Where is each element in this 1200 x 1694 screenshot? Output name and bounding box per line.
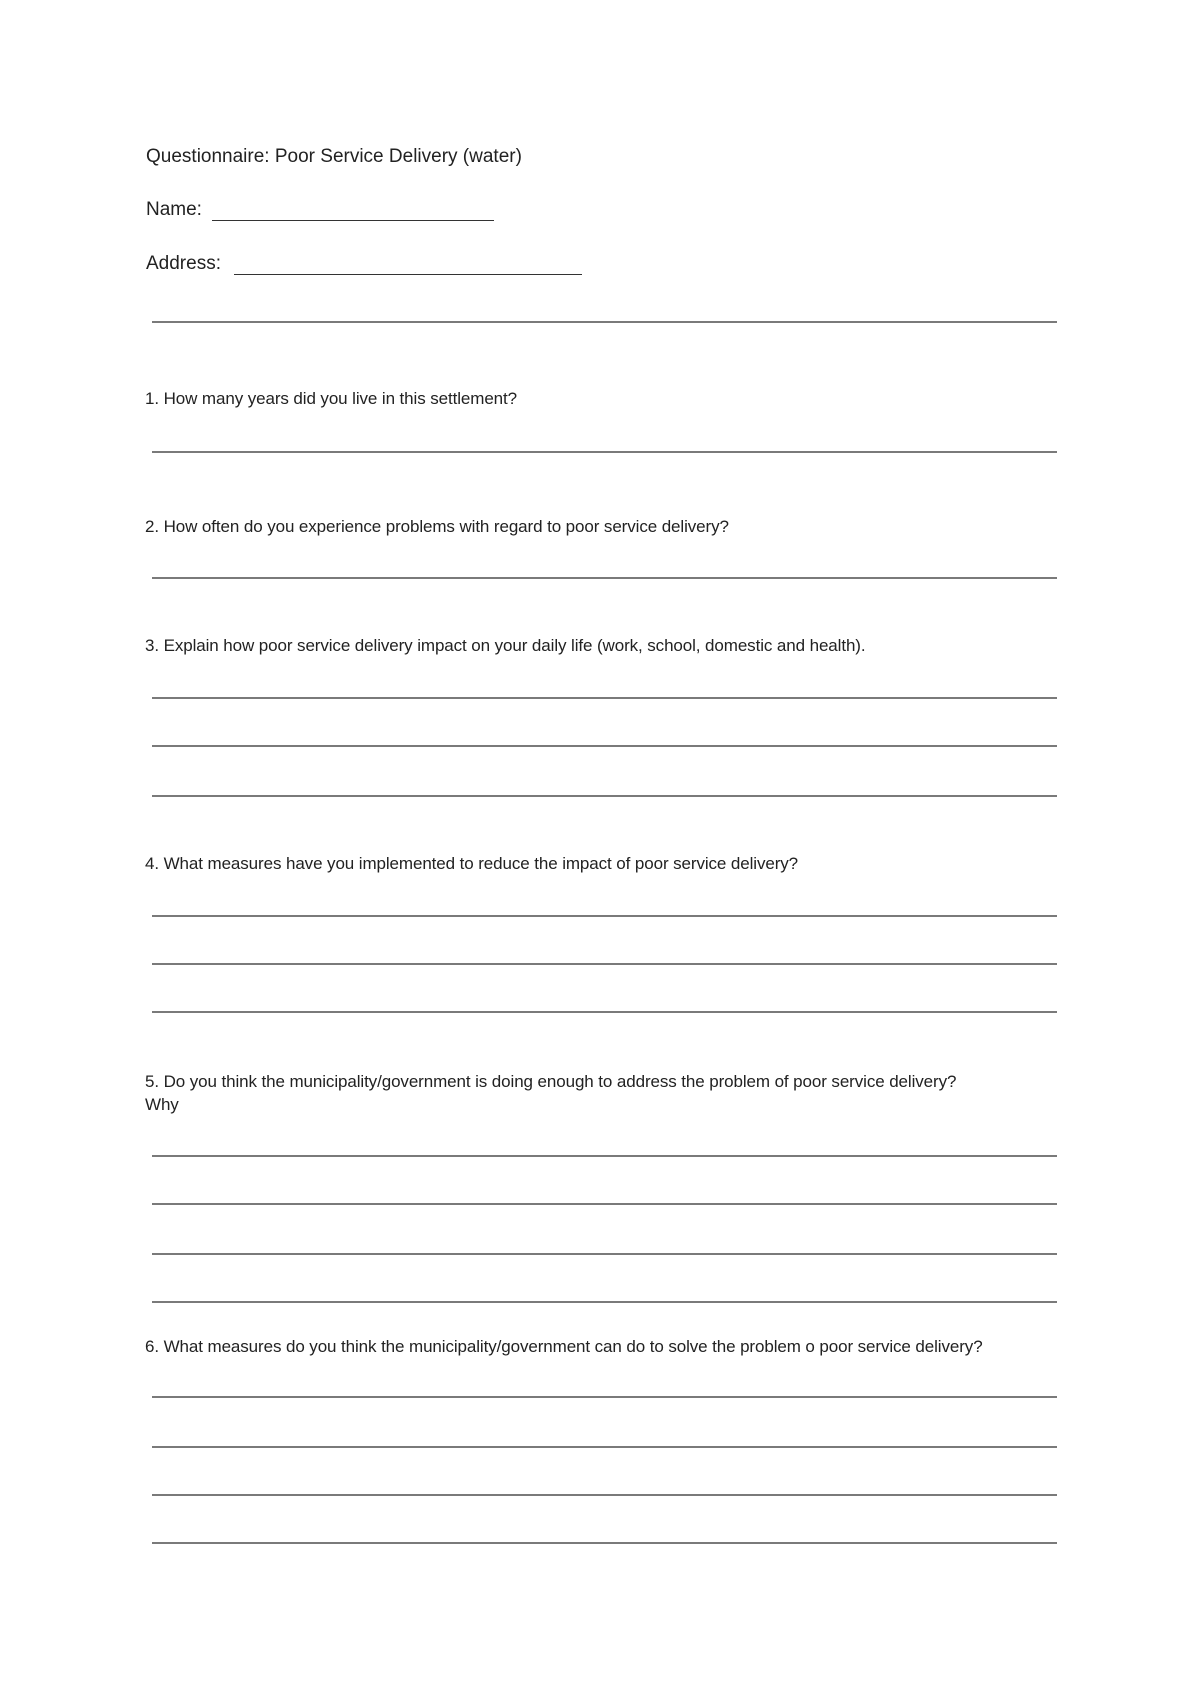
- answer-line-q1[interactable]: [152, 451, 1057, 453]
- answer-line-q4[interactable]: [152, 963, 1057, 965]
- question-4: 4. What measures have you implemented to reduce the impact of poor service delivery?: [145, 854, 799, 873]
- answer-line-q6[interactable]: [152, 1494, 1057, 1496]
- question-2: 2. How often do you experience problems with regard to poor service delivery?: [145, 517, 729, 536]
- answer-line-q5[interactable]: [152, 1301, 1057, 1303]
- question-5: 5. Do you think the municipality/government is doing enough to address the problem of poor service delivery?: [145, 1072, 957, 1091]
- answer-line-q4[interactable]: [152, 1011, 1057, 1013]
- answer-line-q3[interactable]: [152, 697, 1057, 699]
- question-1: 1. How many years did you live in this settlement?: [145, 389, 518, 408]
- answer-line-q5[interactable]: [152, 1203, 1057, 1205]
- answer-line-q2[interactable]: [152, 577, 1057, 579]
- question-3: 3. Explain how poor service delivery impact on your daily life (work, school, domestic and health).: [145, 636, 866, 655]
- address-field[interactable]: [234, 274, 582, 275]
- answer-line-q6[interactable]: [152, 1396, 1057, 1398]
- answer-line-q3[interactable]: [152, 745, 1057, 747]
- answer-line-q4[interactable]: [152, 915, 1057, 917]
- answer-line-q5[interactable]: [152, 1253, 1057, 1255]
- answer-line-q6[interactable]: [152, 1446, 1057, 1448]
- question-5-continued: Why: [145, 1095, 179, 1114]
- name-field[interactable]: [212, 220, 494, 221]
- question-6: 6. What measures do you think the municipality/government can do to solve the problem o poor service delivery?: [145, 1337, 983, 1356]
- address-label: Address:: [146, 253, 221, 274]
- name-label: Name:: [146, 199, 202, 220]
- form-title: Questionnaire: Poor Service Delivery (water): [146, 146, 522, 167]
- answer-line-q3[interactable]: [152, 795, 1057, 797]
- section-divider: [152, 321, 1057, 323]
- answer-line-q5[interactable]: [152, 1155, 1057, 1157]
- answer-line-q6[interactable]: [152, 1542, 1057, 1544]
